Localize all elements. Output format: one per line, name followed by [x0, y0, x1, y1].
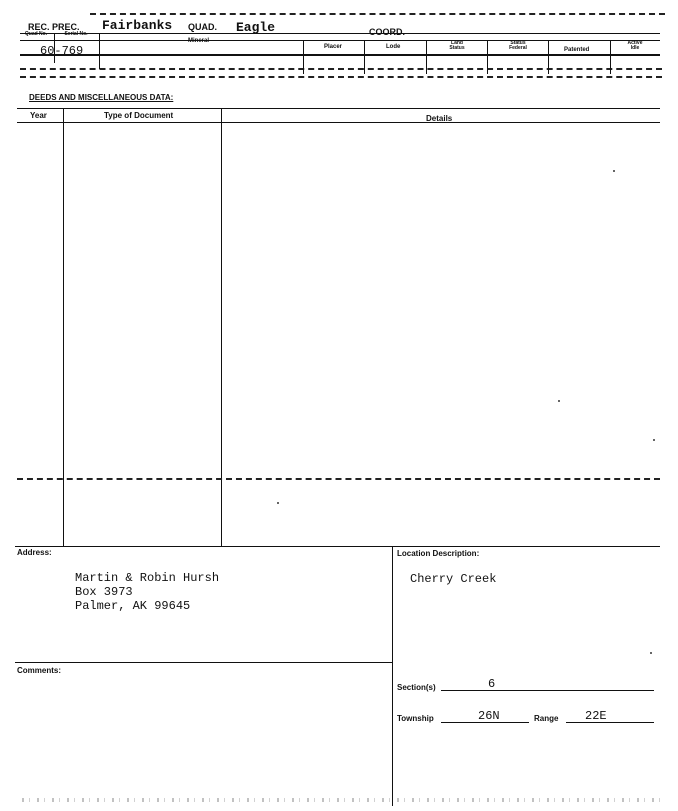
section-fill-line	[441, 690, 654, 691]
header-top-dashed-rule	[90, 13, 665, 15]
quad-no-label: Quad No.	[24, 31, 48, 37]
address-line-2: Box 3973	[75, 585, 133, 599]
rec-prec-value: Fairbanks	[102, 18, 173, 33]
header-rule	[20, 54, 660, 56]
address-label: Address:	[17, 548, 52, 557]
section-label: Section(s)	[397, 683, 436, 692]
active-idle-label: Active Idle	[627, 40, 643, 51]
location-description-label: Location Description:	[397, 549, 480, 558]
deeds-table-header-rule	[17, 122, 660, 123]
deeds-table-top-rule	[17, 108, 660, 109]
range-fill-line	[566, 722, 654, 723]
scan-speck	[558, 400, 560, 402]
township-value: 26N	[478, 709, 500, 723]
header-divider	[303, 40, 304, 74]
header-divider	[610, 40, 611, 74]
header-bottom-dashed-rule	[20, 76, 662, 78]
placer-label: Placer	[324, 44, 343, 50]
comments-section-top-rule	[15, 662, 392, 663]
header-divider	[99, 33, 100, 69]
deeds-col-year: Year	[30, 111, 47, 120]
deeds-section-title: DEEDS AND MISCELLANEOUS DATA:	[29, 93, 174, 102]
deeds-dashed-rule	[17, 478, 660, 480]
header-divider	[364, 40, 365, 74]
scan-noise-strip	[22, 798, 662, 802]
lower-divider	[392, 546, 393, 806]
status-federal-label: Status Federal	[509, 40, 527, 51]
address-line-1: Martin & Robin Hursh	[75, 571, 220, 585]
land-status-label: Land Status	[449, 40, 465, 51]
quad-label: QUAD.	[188, 22, 217, 32]
header-divider	[487, 40, 488, 74]
township-label: Township	[397, 714, 434, 723]
header-rule	[20, 40, 660, 41]
deeds-col-type: Type of Document	[104, 111, 174, 120]
scan-speck	[650, 652, 652, 654]
deeds-col-details: Details	[426, 114, 453, 123]
deeds-col-divider	[63, 108, 64, 546]
quad-value: Eagle	[236, 20, 276, 35]
deeds-col-divider	[221, 108, 222, 546]
quad-serial-value: 60-769	[40, 44, 84, 58]
serial-no-label: Serial No.	[64, 31, 88, 37]
scan-speck	[653, 439, 655, 441]
address-line-3: Palmer, AK 99645	[75, 599, 191, 613]
header-divider	[426, 40, 427, 74]
comments-label: Comments:	[17, 666, 62, 675]
section-value: 6	[488, 677, 496, 691]
address-section-top-rule	[15, 546, 660, 547]
header-rule	[20, 33, 660, 34]
range-label: Range	[534, 714, 559, 723]
header-bottom-dashed-rule	[20, 68, 662, 70]
rec-prec-label: REC. PREC.	[28, 22, 80, 32]
patented-label: Patented	[564, 47, 590, 53]
scan-speck	[277, 502, 279, 504]
location-description-value: Cherry Creek	[410, 572, 497, 586]
scan-speck	[613, 170, 615, 172]
header-divider	[548, 40, 549, 74]
coord-label: COORD.	[369, 27, 405, 37]
mineral-label: Mineral	[188, 38, 210, 44]
range-value: 22E	[585, 709, 607, 723]
lode-label: Lode	[386, 44, 401, 50]
